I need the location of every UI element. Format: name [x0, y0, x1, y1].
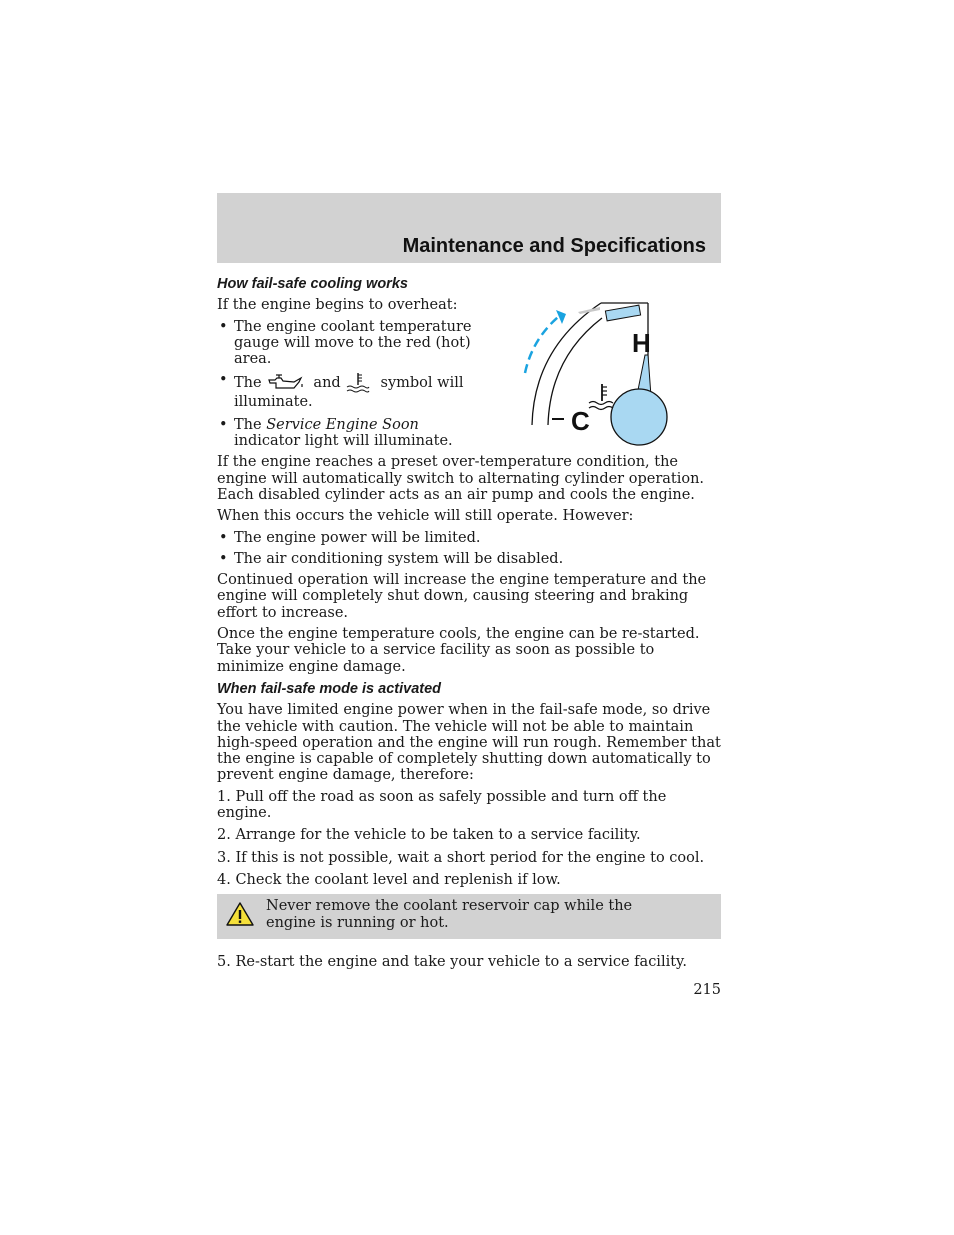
- service-engine-soon-text: Service Engine Soon: [266, 416, 419, 433]
- para-limited-power: You have limited engine power when in the fail-safe mode, so drive the vehicle with caution. The vehicle will not be able to maintain high-speed operation and the engine will run rough. Remember that the engine is capable of completely shutting down automatically to prevent engine damage, therefore:: [217, 702, 721, 784]
- bullet-ac-text: The air conditioning system will be disabled.: [234, 550, 564, 567]
- gauge-arrow-icon: [525, 317, 558, 373]
- section-heading-cooling: How fail-safe cooling works: [217, 276, 408, 292]
- bullet-power-text: The engine power will be limited.: [234, 529, 481, 546]
- main-content: [217, 276, 721, 976]
- warning-box: [217, 894, 721, 939]
- header-band: [217, 193, 721, 263]
- bullet-dot: •: [219, 372, 228, 389]
- bullet-ac-disabled: [217, 551, 721, 567]
- warning-text: Never remove the coolant reservoir cap while the engine is running or hot.: [266, 898, 633, 931]
- section-heading-failsafe: When fail-safe mode is activated: [217, 680, 442, 697]
- bullet-dot: •: [219, 318, 228, 335]
- step-2: 2. Arrange for the vehicle to be taken to a service facility.: [217, 827, 641, 844]
- bullet-symbols: [217, 372, 484, 410]
- temperature-gauge-illustration: [520, 300, 690, 450]
- bullet-dot: •: [219, 416, 228, 433]
- oil-can-icon: [266, 373, 304, 393]
- bullet-gauge-text: The engine coolant temperature gauge will move to the red (hot) area.: [234, 318, 472, 368]
- intro-text: If the engine begins to overheat:: [217, 297, 458, 314]
- bullet-gauge: [217, 319, 484, 368]
- bullet-word-and: and: [313, 375, 341, 392]
- page-number: 215: [693, 982, 721, 998]
- cold-label: C: [571, 406, 590, 436]
- para-continued-operation: Continued operation will increase the engine temperature and the engine will completely shut down, causing steering and braking effort to increase.: [217, 572, 707, 621]
- warning-icon: [225, 901, 255, 927]
- bullet-dot: •: [219, 529, 228, 546]
- para-over-temperature: If the engine reaches a preset over-temperature condition, the engine will automatically switch to alternating cylinder operation. Each disabled cylinder acts as an air pump and cools the engine.: [217, 454, 705, 503]
- step-3: 3. If this is not possible, wait a short period for the engine to cool.: [217, 849, 705, 866]
- step-1: 1. Pull off the road as soon as safely possible and turn off the engine.: [217, 788, 667, 822]
- page-title: Maintenance and Specifications: [402, 235, 706, 257]
- bullet-service-engine: [217, 417, 484, 450]
- bullet-dot: •: [219, 550, 228, 567]
- para-vehicle-operate: When this occurs the vehicle will still operate. However:: [217, 508, 634, 525]
- coolant-temperature-icon: [589, 384, 613, 410]
- bullet-symbols-tail: symbol will illuminate.: [234, 375, 464, 411]
- bullet-word-the: The: [234, 416, 262, 433]
- bullet-power-limited: [217, 530, 721, 546]
- para-temperature-cools: Once the engine temperature cools, the engine can be re-started. Take your vehicle to a service facility as soon as possible to minimize engine damage.: [217, 626, 700, 675]
- step-4: 4. Check the coolant level and replenish if low.: [217, 871, 561, 888]
- step-5: 5. Re-start the engine and take your vehicle to a service facility.: [217, 953, 687, 970]
- hot-label: H: [632, 328, 651, 358]
- bullet-word-the: The: [234, 375, 262, 392]
- coolant-temperature-icon: [345, 372, 371, 394]
- bullet-service-tail: indicator light will illuminate.: [234, 433, 453, 450]
